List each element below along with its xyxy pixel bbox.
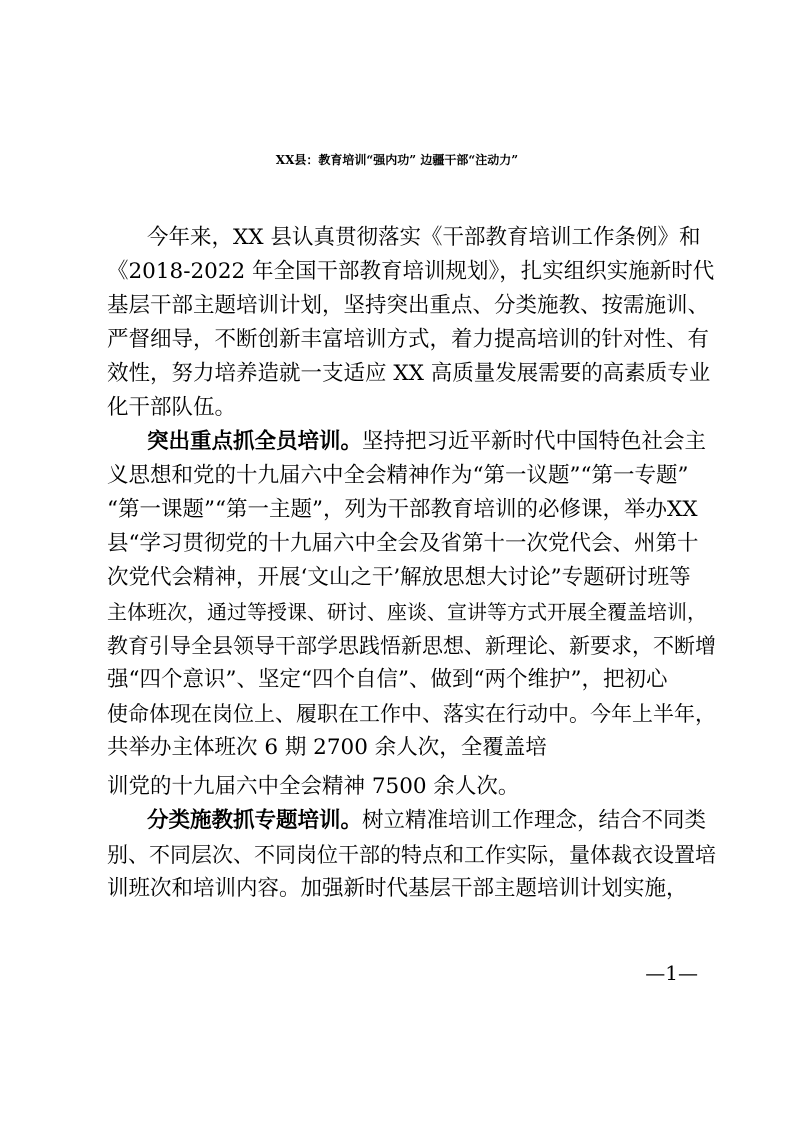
text-line: “第一课题”“第一主题”，列为干部教育培训的必修课，举办XX xyxy=(107,497,698,522)
text-line: 共举办主体班次 6 期 2700 余人次，全覆盖培 xyxy=(107,735,547,760)
text-line: 效性，努力培养造就一支适应 XX 高质量发展需要的高素质专业 xyxy=(107,361,711,386)
text-line xyxy=(147,806,706,836)
document-title: XX县：教育培训“强内功” 边疆干部“注动力” xyxy=(275,153,519,167)
text-line: 基层干部主题培训计划，坚持突出重点、分类施教、按需施训、 xyxy=(107,293,710,318)
text-line xyxy=(147,427,706,457)
text-line: 次党代会精神，开展‘文山之干’解放思想大讨论”专题研讨班等 xyxy=(107,565,691,590)
text-line: 强“四个意识”、坚定“四个自信”、做到“两个维护”，把初心 xyxy=(107,667,668,692)
text-span: 树立精准培训工作理念，结合不同类 xyxy=(362,808,707,833)
text-line: 训班次和培训内容。加强新时代基层干部主题培训计划实施， xyxy=(107,876,688,901)
text-line: 严督细导，不断创新丰富培训方式，着力提高培训的针对性、有 xyxy=(107,327,710,352)
text-line: 训党的十九届六中全会精神 7500 余人次。 xyxy=(107,774,520,799)
text-line: 今年来，XX 县认真贯彻落实《干部教育培训工作条例》和 xyxy=(147,225,701,250)
text-line: 别、不同层次、不同岗位干部的特点和工作实际，量体裁衣设置培 xyxy=(107,843,716,867)
text-span: 坚持把习近平新时代中国特色社会主 xyxy=(362,429,707,454)
section-heading: 分类施教抓专题培训。 xyxy=(147,808,363,833)
text-line: 县“学习贯彻党的十九届六中全会及省第十一次党代会、州第十 xyxy=(107,531,699,556)
text-line: 教育引导全县领导干部学思践悟新思想、新理论、新要求，不断增 xyxy=(107,634,716,658)
text-line: 《2018-2022 年全国干部教育培训规划》，扎实组织实施新时代 xyxy=(107,259,715,284)
text-line: 化干部队伍。 xyxy=(107,395,237,420)
text-line: 使命体现在岗位上、履职在工作中、落实在行动中。今年上半年， xyxy=(107,702,716,726)
section-heading: 突出重点抓全员培训。 xyxy=(147,429,363,454)
text-line: 义思想和党的十九届六中全会精神作为“第一议题”“第一专题” xyxy=(107,463,689,488)
text-line: 主体班次，通过等授课、研讨、座谈、宣讲等方式开展全覆盖培训， xyxy=(107,600,707,624)
page-number: —1— xyxy=(645,961,698,985)
